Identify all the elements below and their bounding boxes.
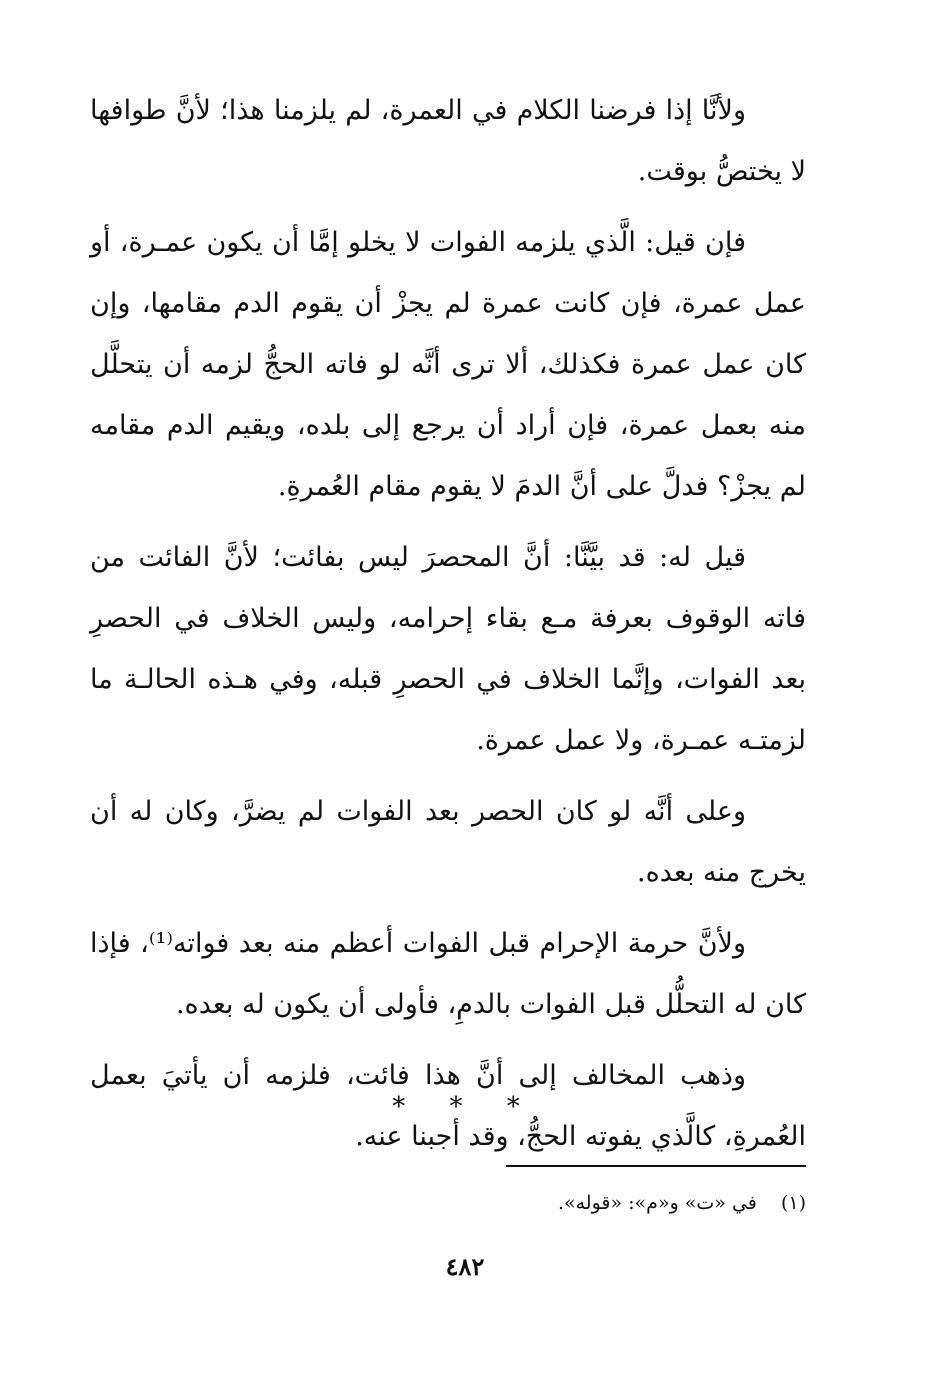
page-body <box>90 80 806 1177</box>
footnote-number: (١) <box>780 1192 806 1214</box>
page-number: ٤٨٢ <box>445 1252 485 1281</box>
paragraph-2: فإن قيل: الَّذي يلزمه الفوات لا يخلو إمَّا أن يكون عمـرة، أو عمل عمرة، فإن كانت عمرة لم يجزْ أن يقوم الدم مقامها، وإن كان عمل عمرة فكذلك، ألا ترى أنَّه لو فاته الحجُّ لزمه أن يتحلَّل منه بعمل عمرة، فإن أراد أن يرجع إلى بلده، ويقيم الدم مقامه لم يجزْ؟ فدلَّ على أنَّ الدمَ لا يقوم مقام العُمرةِ. <box>90 227 806 502</box>
paragraph-1: ولأنَّا إذا فرضنا الكلام في العمرة، لم يلزمنا هذا؛ لأنَّ طوافها لا يختصُّ بوقت. <box>90 95 806 187</box>
footnote-text: في «ت» و«م»: «قوله». <box>557 1192 757 1214</box>
paragraph-4: وعلى أنَّه لو كان الحصر بعد الفوات لم يضرَّ، وكان له أن يخرج منه بعده. <box>90 796 806 888</box>
footnote <box>206 1186 806 1220</box>
paragraph-5: ولأنَّ حرمة الإحرام قبل الفوات أعظم منه بعد فواته⁽¹⁾، فإذا كان له التحلُّل قبل الفوات بالدمِ، فأولى أن يكون له بعده. <box>90 928 806 1020</box>
section-separator: * * * <box>392 1092 538 1122</box>
paragraph-6: وذهب المخالف إلى أنَّ هذا فائت، فلزمه أن يأتيَ بعمل العُمرةِ، كالَّذي يفوته الحجُّ، وقد أجبنا عنه. <box>90 1060 806 1152</box>
paragraph-3: قيل له: قد بيَّنَّا: أنَّ المحصرَ ليس بفائت؛ لأنَّ الفائت من فاته الوقوف بعرفة مـع بقاء إحرامه، وليس الخلاف في الحصرِ بعد الفوات، وإنَّما الخلاف في الحصرِ قبله، وفي هـذه الحالـة ما لزمتـه عمـرة، ولا عمل عمرة. <box>90 542 806 756</box>
footnote-divider <box>506 1165 806 1167</box>
